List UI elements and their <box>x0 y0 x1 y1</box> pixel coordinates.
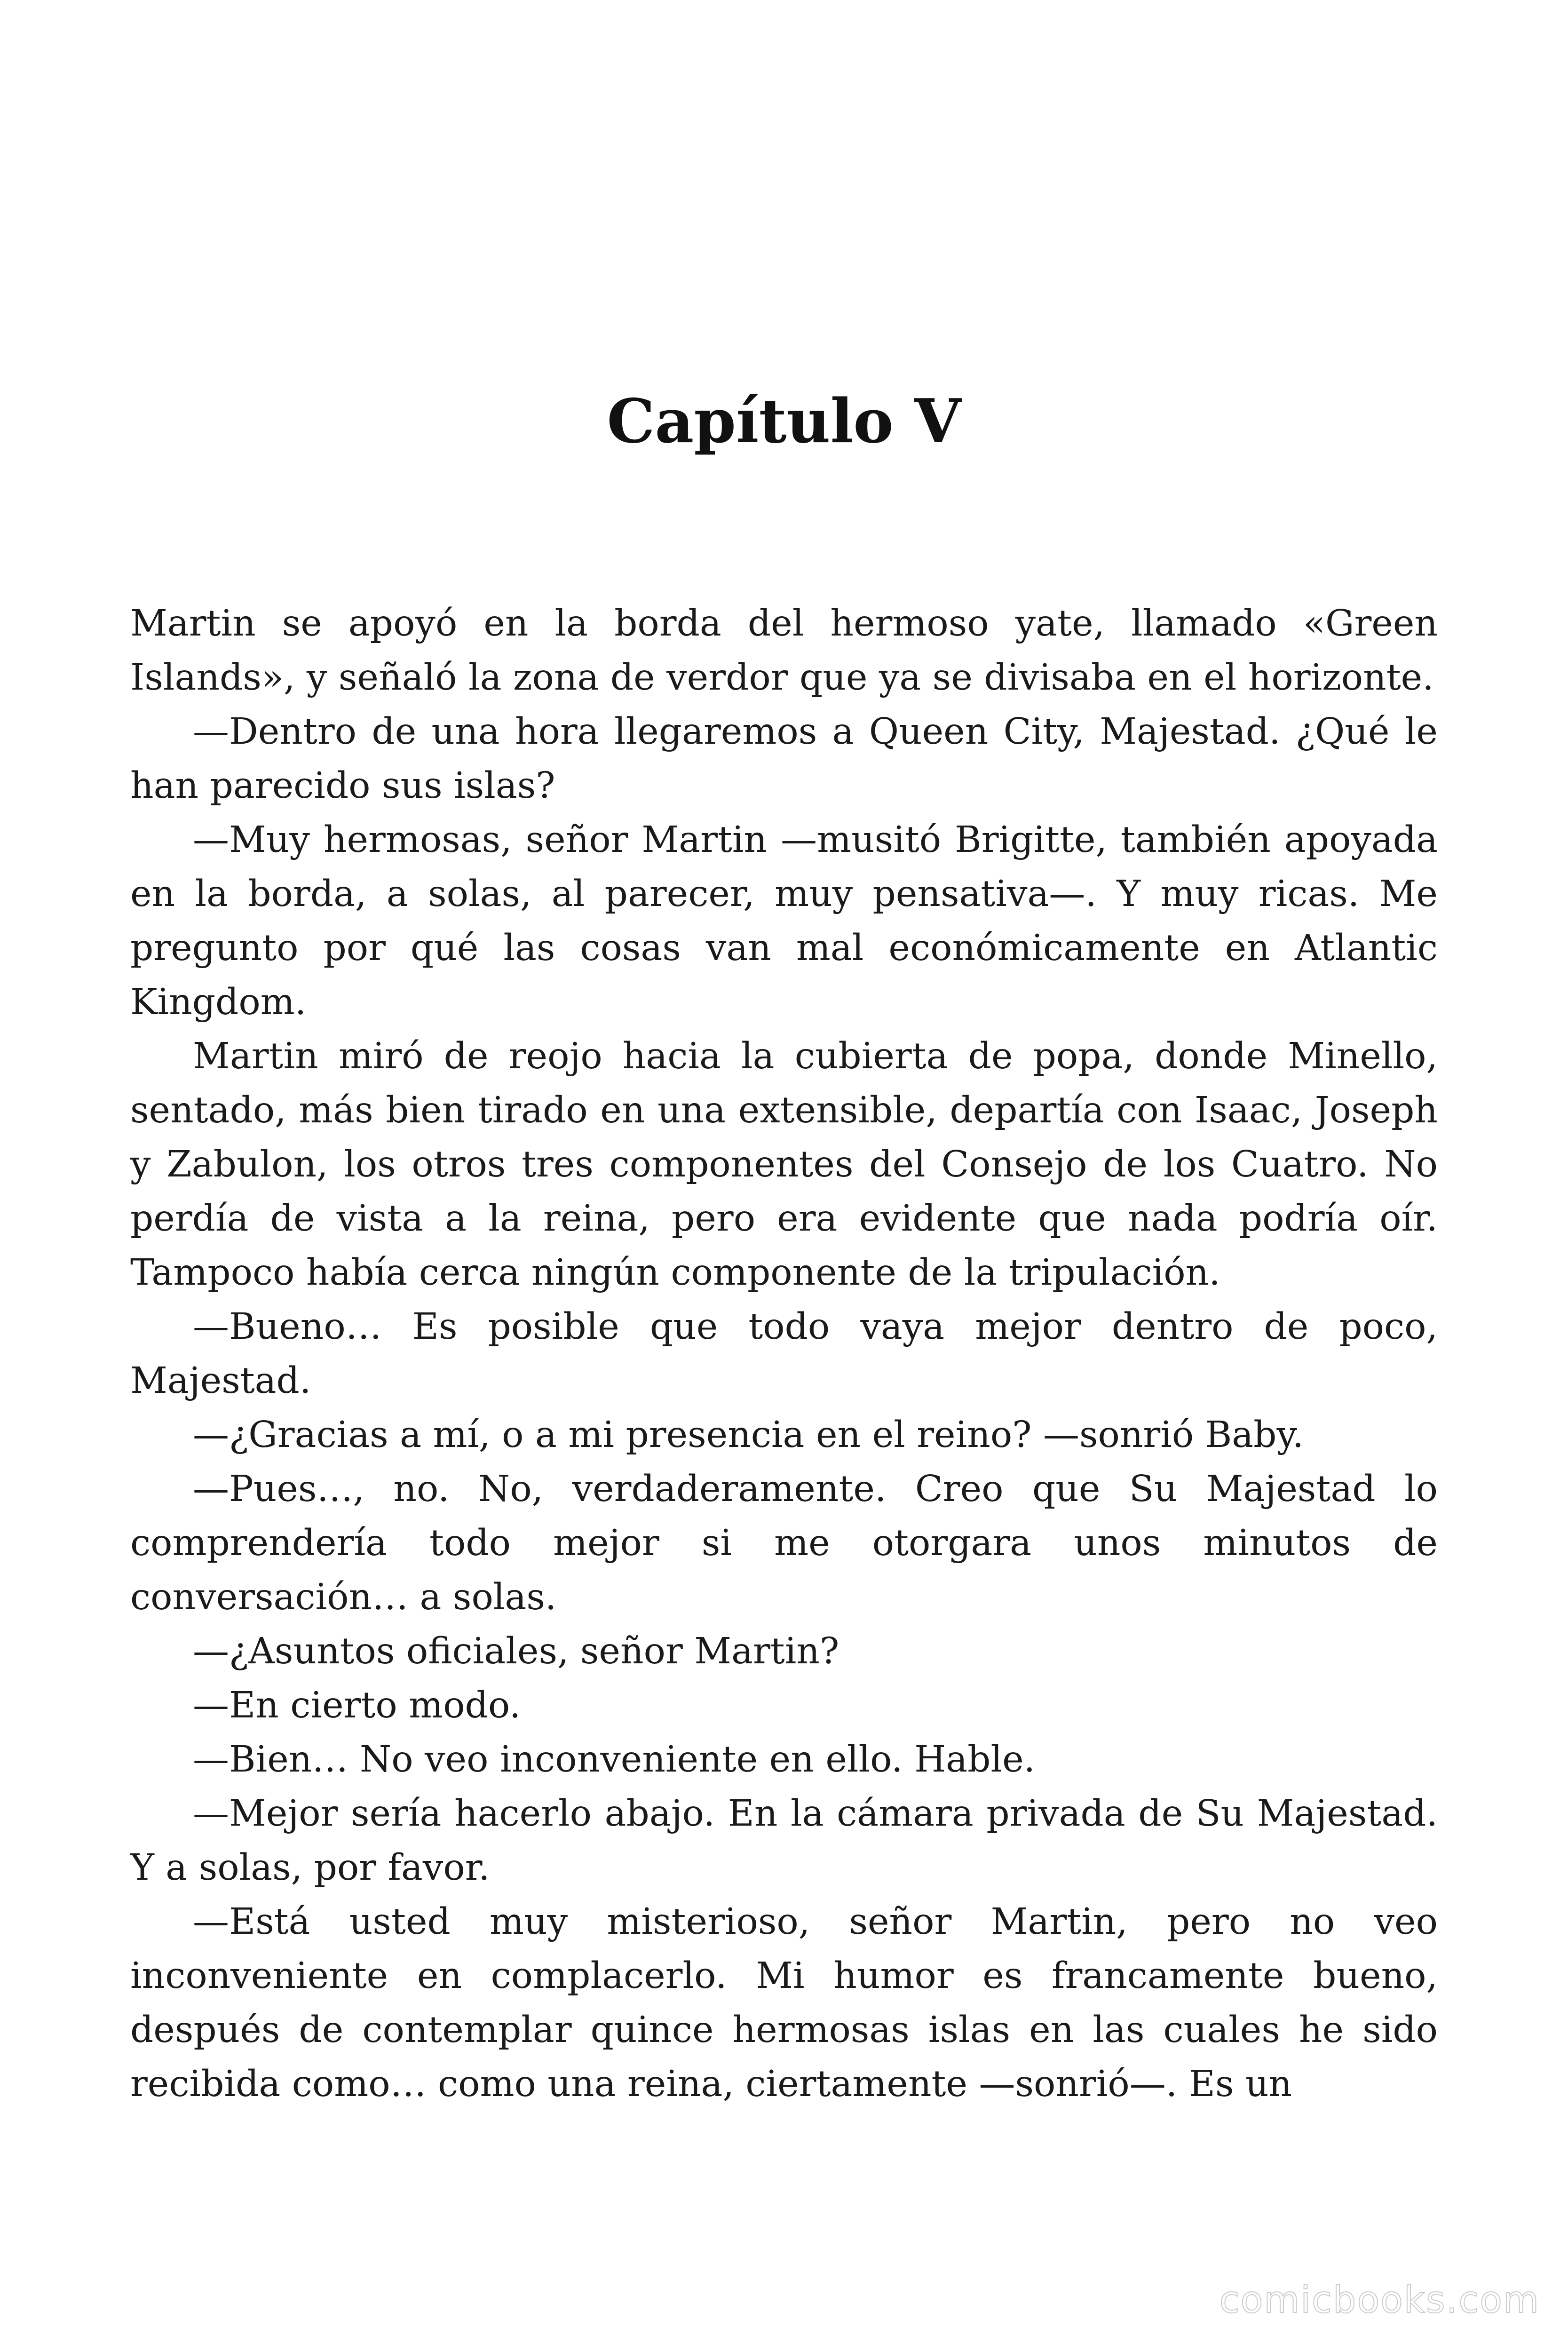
paragraph-3: —Muy hermosas, señor Martin —musitó Brigitte, también apoyada en la borda, a solas, al parecer, muy pensativa—. Y muy ricas. Me pregunto por qué las cosas van mal económicamente en Atlantic Kingdom. <box>130 819 1438 1023</box>
paragraph-5: —Bueno… Es posible que todo vaya mejor dentro de poco, Majestad. <box>130 1306 1438 1402</box>
chapter-body <box>130 596 1438 2111</box>
paragraph-8: —¿Asuntos oficiales, señor Martin? <box>193 1630 839 1672</box>
paragraph-7: —Pues…, no. No, verdaderamente. Creo que Su Majestad lo comprendería todo mejor si me otorgara unos minutos de conversación… a solas. <box>130 1468 1438 1618</box>
paragraph-10: —Bien… No veo inconveniente en ello. Hable. <box>193 1739 1036 1780</box>
paragraph-1: Martin se apoyó en la borda del hermoso yate, llamado «Green Islands», y señaló la zona de verdor que ya se divisaba en el horizonte. <box>130 603 1438 699</box>
paragraph-11: —Mejor sería hacerlo abajo. En la cámara privada de Su Majestad. Y a solas, por favor. <box>130 1793 1438 1889</box>
paragraph-12: —Está usted muy misterioso, señor Martin, pero no veo inconveniente en complacerlo. Mi humor es francamente bueno, después de contemplar quince hermosas islas en las cuales he sido recibida como… como una reina, ciertamente —sonrió—. Es un <box>130 1901 1438 2105</box>
paragraph-9: —En cierto modo. <box>193 1685 521 1726</box>
chapter-title: Capítulo V <box>607 386 961 457</box>
paragraph-6: —¿Gracias a mí, o a mi presencia en el reino? —sonrió Baby. <box>193 1414 1304 1456</box>
paragraph-4: Martin miró de reojo hacia la cubierta de popa, donde Minello, sentado, más bien tirado en una extensible, departía con Isaac, Joseph y Zabulon, los otros tres componentes del Consejo de los Cuatro. No perdía de vista a la reina, pero era evidente que nada podría oír. Tampoco había cerca ningún componente de la tripulación. <box>130 1035 1438 1294</box>
paragraph-2: —Dentro de una hora llegaremos a Queen City, Majestad. ¿Qué le han parecido sus islas? <box>130 711 1438 807</box>
watermark-text: comicbooks.com <box>1219 2279 1540 2321</box>
